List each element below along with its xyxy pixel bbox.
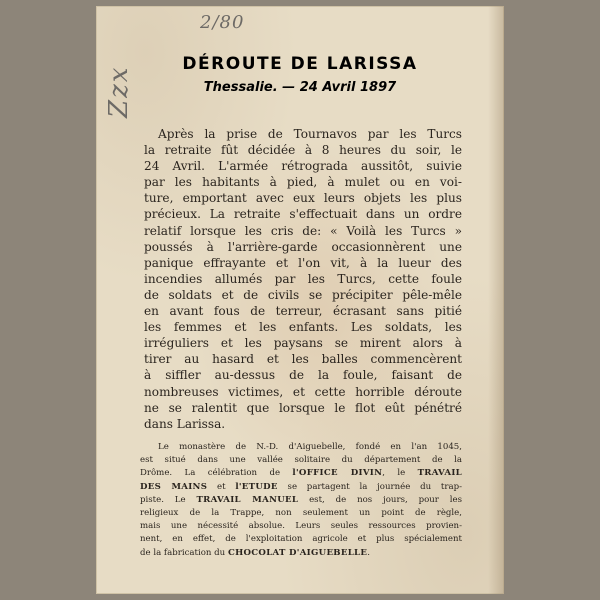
advert-text: et	[207, 481, 236, 492]
advert-emphasis: TRAVAIL MANUEL	[196, 494, 299, 505]
advert-line	[140, 520, 462, 533]
advert-text: mais une nécessité absolue. Leurs seules ressources provien-	[140, 521, 462, 532]
chocolate-advert-paragraph	[140, 441, 462, 560]
story-line: relatif lorsque les cris de: « Voilà les Turcs »	[144, 223, 462, 238]
advert-emphasis: l'OFFICE DIVIN	[292, 468, 383, 479]
story-line: la retraite fût décidée à 8 heures du soir, le	[144, 143, 462, 158]
advert-line	[140, 441, 462, 454]
story-line: poussés à l'arrière-garde occasionnèrent une	[144, 239, 462, 254]
story-line: irréguliers et les paysans se mirent alors à	[144, 336, 462, 351]
story-paragraph	[144, 126, 462, 432]
card-subtitle: Thessalie. — 24 Avril 1897	[203, 80, 397, 95]
story-line: à siffler au-dessus de la foule, faisant de	[144, 368, 462, 383]
story-line: ne se ralentit que lorsque le flot eût pénétré	[144, 400, 462, 415]
advert-text: est situé dans une vallée solitaire du département de la	[140, 455, 462, 466]
advert-text: nent, en effet, de l'exploitation agricole et plus spécialement	[140, 534, 462, 545]
story-line: en avant fous de terreur, écrasant sans pitié	[144, 304, 462, 319]
advert-emphasis: TRAVAIL	[417, 468, 462, 479]
story-line: dans Larissa.	[144, 416, 226, 431]
story-line: panique effrayante et l'on vit, à la lueur des	[144, 255, 462, 270]
advert-text: religieux de la Trappe, non seulement un point de règle,	[140, 508, 462, 519]
advert-line	[140, 454, 462, 467]
handwritten-note-side: Zzx	[104, 65, 134, 118]
story-line: nombreuses victimes, et cette horrible déroute	[144, 384, 462, 399]
story-line: Après la prise de Tournavos par les Turcs	[158, 127, 462, 141]
advert-text: se partagent la journée du trap-	[277, 481, 462, 492]
story-line: les femmes et les enfants. Les soldats, les	[144, 320, 462, 335]
advert-line	[140, 507, 462, 520]
advert-line	[140, 481, 462, 494]
story-line: par les habitants à pied, à mulet ou en voi-	[144, 175, 462, 190]
story-line: précieux. La retraite s'effectuait dans un ordre	[144, 207, 462, 222]
advert-emphasis: DES MAINS	[140, 481, 208, 492]
advert-text: de la fabrication du	[140, 547, 228, 558]
advert-text: , le	[382, 468, 418, 479]
story-line: de soldats et de civils se précipiter pêle-mêle	[144, 287, 462, 302]
advert-emphasis: l'ETUDE	[235, 481, 278, 492]
advert-line	[140, 467, 462, 480]
advert-text: Drôme. La célébration de	[140, 468, 293, 479]
advert-line	[140, 547, 462, 560]
story-line: incendies allumés par les Turcs, cette foule	[144, 271, 462, 286]
story-line: tirer au hasard et les balles commencèrent	[144, 352, 462, 367]
story-line: 24 Avril. L'armée rétrograda aussitôt, suivie	[144, 159, 462, 174]
advert-emphasis: CHOCOLAT D'AIGUEBELLE	[227, 547, 368, 558]
story-line: ture, emportant avec eux leurs objets les plus	[144, 191, 462, 206]
advert-text: piste. Le	[140, 494, 197, 505]
handwritten-note-top: 2/80	[200, 12, 245, 33]
card-title: DÉROUTE DE LARISSA	[182, 54, 418, 74]
advert-text: est, de nos jours, pour les	[298, 494, 463, 505]
advert-line	[140, 533, 462, 546]
advert-text: .	[367, 547, 370, 558]
advert-line	[140, 494, 462, 507]
advert-text: Le monastère de N.-D. d'Aiguebelle, fondé en l'an 1045,	[158, 442, 462, 452]
